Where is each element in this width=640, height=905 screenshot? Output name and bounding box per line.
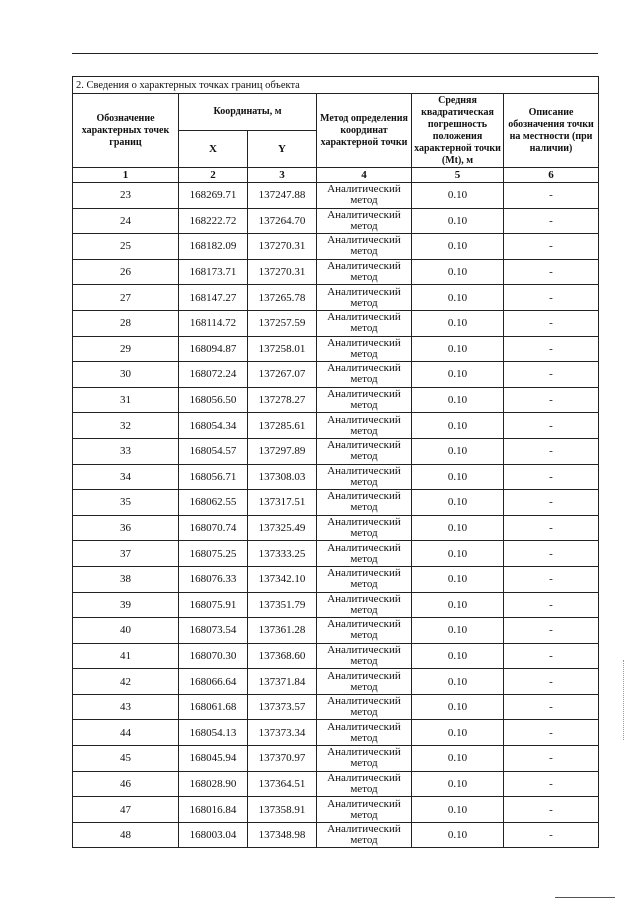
- description-cell: -: [504, 771, 599, 797]
- method-line: метод: [350, 424, 378, 437]
- description-cell: -: [504, 643, 599, 669]
- description-cell: -: [504, 387, 599, 413]
- method-line: Аналитический: [327, 311, 401, 324]
- method-line: Аналитический: [327, 771, 401, 784]
- method-line: Аналитический: [327, 643, 401, 656]
- point-cell: 44: [73, 720, 179, 746]
- x-coordinate-cell: 168056.50: [179, 387, 248, 413]
- method-line: метод: [350, 782, 378, 795]
- method-line: метод: [350, 706, 378, 719]
- point-cell: 28: [73, 310, 179, 336]
- point-cell: 23: [73, 183, 179, 209]
- table-row: [73, 387, 599, 413]
- y-coordinate-cell: 137364.51: [248, 771, 317, 797]
- y-coordinate-cell: 137297.89: [248, 438, 317, 464]
- table-row: [73, 720, 599, 746]
- method-line: Аналитический: [327, 234, 401, 247]
- x-coordinate-cell: 168173.71: [179, 259, 248, 285]
- method-cell: [317, 259, 412, 285]
- error-cell: 0.10: [412, 694, 504, 720]
- point-cell: 36: [73, 515, 179, 541]
- method-line: метод: [350, 731, 378, 744]
- table-row: [73, 413, 599, 439]
- table-row: [73, 515, 599, 541]
- method-line: Аналитический: [327, 413, 401, 426]
- table-row: [73, 746, 599, 772]
- table-row: [73, 310, 599, 336]
- method-line: Аналитический: [327, 746, 401, 759]
- scan-margin-mark: [623, 660, 626, 740]
- method-cell: [317, 618, 412, 644]
- x-coordinate-cell: 168073.54: [179, 618, 248, 644]
- point-cell: 41: [73, 643, 179, 669]
- method-line: метод: [350, 271, 378, 284]
- method-line: Аналитический: [327, 592, 401, 605]
- description-cell: -: [504, 234, 599, 260]
- method-line: Аналитический: [327, 823, 401, 836]
- x-coordinate-cell: 168054.13: [179, 720, 248, 746]
- error-cell: 0.10: [412, 490, 504, 516]
- y-coordinate-cell: 137265.78: [248, 285, 317, 311]
- error-cell: 0.10: [412, 336, 504, 362]
- x-coordinate-cell: 168075.91: [179, 592, 248, 618]
- description-cell: -: [504, 822, 599, 848]
- method-line: Аналитический: [327, 720, 401, 733]
- method-line: Аналитический: [327, 260, 401, 273]
- error-cell: 0.10: [412, 234, 504, 260]
- table-row: [73, 490, 599, 516]
- point-cell: 27: [73, 285, 179, 311]
- description-cell: -: [504, 669, 599, 695]
- description-cell: -: [504, 464, 599, 490]
- method-line: Аналитический: [327, 541, 401, 554]
- x-coordinate-cell: 168061.68: [179, 694, 248, 720]
- method-line: метод: [350, 219, 378, 232]
- method-line: Аналитический: [327, 362, 401, 375]
- description-cell: -: [504, 720, 599, 746]
- y-coordinate-cell: 137247.88: [248, 183, 317, 209]
- x-coordinate-cell: 168147.27: [179, 285, 248, 311]
- method-line: Аналитический: [327, 336, 401, 349]
- description-cell: -: [504, 515, 599, 541]
- method-line: Аналитический: [327, 669, 401, 682]
- table-row: [73, 259, 599, 285]
- table-row: [73, 183, 599, 209]
- y-coordinate-cell: 137270.31: [248, 234, 317, 260]
- method-cell: [317, 438, 412, 464]
- x-coordinate-cell: 168182.09: [179, 234, 248, 260]
- description-cell: -: [504, 618, 599, 644]
- y-coordinate-cell: 137325.49: [248, 515, 317, 541]
- y-coordinate-cell: 137370.97: [248, 746, 317, 772]
- description-cell: -: [504, 259, 599, 285]
- x-coordinate-cell: 168028.90: [179, 771, 248, 797]
- x-coordinate-cell: 168222.72: [179, 208, 248, 234]
- x-coordinate-cell: 168076.33: [179, 566, 248, 592]
- point-cell: 24: [73, 208, 179, 234]
- column-number: 1: [73, 168, 179, 183]
- top-rule: [72, 53, 598, 54]
- method-line: Аналитический: [327, 388, 401, 401]
- point-cell: 45: [73, 746, 179, 772]
- point-cell: 25: [73, 234, 179, 260]
- description-cell: -: [504, 490, 599, 516]
- table-row: [73, 694, 599, 720]
- description-cell: -: [504, 285, 599, 311]
- error-cell: 0.10: [412, 515, 504, 541]
- point-cell: 32: [73, 413, 179, 439]
- y-coordinate-cell: 137373.34: [248, 720, 317, 746]
- description-cell: -: [504, 797, 599, 823]
- description-cell: -: [504, 310, 599, 336]
- error-cell: 0.10: [412, 822, 504, 848]
- point-cell: 48: [73, 822, 179, 848]
- method-cell: [317, 592, 412, 618]
- description-cell: -: [504, 694, 599, 720]
- method-line: Аналитический: [327, 464, 401, 477]
- section-title: 2. Сведения о характерных точках границ объекта: [73, 77, 599, 94]
- method-line: метод: [350, 578, 378, 591]
- method-cell: [317, 720, 412, 746]
- x-coordinate-cell: 168054.57: [179, 438, 248, 464]
- header-designation: Обозначение характерных точек границ: [73, 94, 179, 168]
- column-number: 6: [504, 168, 599, 183]
- x-coordinate-cell: 168062.55: [179, 490, 248, 516]
- table-row: [73, 618, 599, 644]
- method-cell: [317, 362, 412, 388]
- header-error: Средняя квадратическая погрешность положения характерной точки (Mt), м: [412, 94, 504, 168]
- point-cell: 40: [73, 618, 179, 644]
- x-coordinate-cell: 168070.74: [179, 515, 248, 541]
- method-cell: [317, 387, 412, 413]
- method-line: Аналитический: [327, 490, 401, 503]
- x-coordinate-cell: 168094.87: [179, 336, 248, 362]
- y-coordinate-cell: 137278.27: [248, 387, 317, 413]
- x-coordinate-cell: 168114.72: [179, 310, 248, 336]
- method-cell: [317, 669, 412, 695]
- y-coordinate-cell: 137361.28: [248, 618, 317, 644]
- description-cell: -: [504, 566, 599, 592]
- method-cell: [317, 285, 412, 311]
- boundary-points-table: [72, 76, 599, 848]
- method-line: Аналитический: [327, 618, 401, 631]
- table-row: [73, 643, 599, 669]
- description-cell: -: [504, 336, 599, 362]
- error-cell: 0.10: [412, 285, 504, 311]
- point-cell: 26: [73, 259, 179, 285]
- point-cell: 30: [73, 362, 179, 388]
- table-row: [73, 822, 599, 848]
- error-cell: 0.10: [412, 438, 504, 464]
- method-cell: [317, 822, 412, 848]
- x-coordinate-cell: 168003.04: [179, 822, 248, 848]
- description-cell: -: [504, 541, 599, 567]
- table-row: [73, 669, 599, 695]
- method-line: метод: [350, 808, 378, 821]
- method-cell: [317, 310, 412, 336]
- point-cell: 43: [73, 694, 179, 720]
- method-line: метод: [350, 680, 378, 693]
- x-coordinate-cell: 168016.84: [179, 797, 248, 823]
- header-x: X: [179, 131, 248, 168]
- error-cell: 0.10: [412, 183, 504, 209]
- description-cell: -: [504, 592, 599, 618]
- error-cell: 0.10: [412, 208, 504, 234]
- y-coordinate-cell: 137348.98: [248, 822, 317, 848]
- y-coordinate-cell: 137368.60: [248, 643, 317, 669]
- method-line: метод: [350, 527, 378, 540]
- method-cell: [317, 797, 412, 823]
- x-coordinate-cell: 168056.71: [179, 464, 248, 490]
- x-coordinate-cell: 168066.64: [179, 669, 248, 695]
- x-coordinate-cell: 168045.94: [179, 746, 248, 772]
- method-line: метод: [350, 194, 378, 207]
- point-cell: 35: [73, 490, 179, 516]
- table-row: [73, 592, 599, 618]
- method-line: метод: [350, 603, 378, 616]
- description-cell: -: [504, 413, 599, 439]
- point-cell: 29: [73, 336, 179, 362]
- method-cell: [317, 643, 412, 669]
- table-row: [73, 464, 599, 490]
- method-cell: [317, 566, 412, 592]
- column-number: 3: [248, 168, 317, 183]
- error-cell: 0.10: [412, 720, 504, 746]
- y-coordinate-cell: 137342.10: [248, 566, 317, 592]
- table-row: [73, 234, 599, 260]
- error-cell: 0.10: [412, 362, 504, 388]
- method-line: Аналитический: [327, 208, 401, 221]
- y-coordinate-cell: 137258.01: [248, 336, 317, 362]
- x-coordinate-cell: 168269.71: [179, 183, 248, 209]
- table-row: [73, 208, 599, 234]
- method-cell: [317, 694, 412, 720]
- y-coordinate-cell: 137358.91: [248, 797, 317, 823]
- method-line: метод: [350, 834, 378, 847]
- point-cell: 34: [73, 464, 179, 490]
- table-row: [73, 285, 599, 311]
- error-cell: 0.10: [412, 310, 504, 336]
- point-cell: 38: [73, 566, 179, 592]
- column-number: 2: [179, 168, 248, 183]
- method-line: Аналитический: [327, 567, 401, 580]
- description-cell: -: [504, 183, 599, 209]
- y-coordinate-cell: 137285.61: [248, 413, 317, 439]
- table-row: [73, 541, 599, 567]
- method-line: метод: [350, 373, 378, 386]
- method-cell: [317, 208, 412, 234]
- method-line: метод: [350, 347, 378, 360]
- method-line: метод: [350, 475, 378, 488]
- header-description: Описание обозначения точки на местности (при наличии): [504, 94, 599, 168]
- y-coordinate-cell: 137270.31: [248, 259, 317, 285]
- table-row: [73, 336, 599, 362]
- point-cell: 37: [73, 541, 179, 567]
- table-row: [73, 438, 599, 464]
- method-cell: [317, 771, 412, 797]
- error-cell: 0.10: [412, 669, 504, 695]
- description-cell: -: [504, 438, 599, 464]
- table-row: [73, 771, 599, 797]
- method-cell: [317, 413, 412, 439]
- x-coordinate-cell: 168072.24: [179, 362, 248, 388]
- error-cell: 0.10: [412, 592, 504, 618]
- method-line: метод: [350, 654, 378, 667]
- y-coordinate-cell: 137371.84: [248, 669, 317, 695]
- error-cell: 0.10: [412, 643, 504, 669]
- method-line: Аналитический: [327, 439, 401, 452]
- method-line: метод: [350, 245, 378, 258]
- method-line: Аналитический: [327, 285, 401, 298]
- x-coordinate-cell: 168070.30: [179, 643, 248, 669]
- method-line: метод: [350, 629, 378, 642]
- method-cell: [317, 541, 412, 567]
- y-coordinate-cell: 137351.79: [248, 592, 317, 618]
- error-cell: 0.10: [412, 797, 504, 823]
- table-row: [73, 797, 599, 823]
- method-cell: [317, 515, 412, 541]
- method-cell: [317, 746, 412, 772]
- point-cell: 47: [73, 797, 179, 823]
- description-cell: -: [504, 746, 599, 772]
- header-y: Y: [248, 131, 317, 168]
- error-cell: 0.10: [412, 618, 504, 644]
- method-cell: [317, 183, 412, 209]
- x-coordinate-cell: 168054.34: [179, 413, 248, 439]
- y-coordinate-cell: 137373.57: [248, 694, 317, 720]
- error-cell: 0.10: [412, 541, 504, 567]
- column-number: 4: [317, 168, 412, 183]
- y-coordinate-cell: 137257.59: [248, 310, 317, 336]
- point-cell: 42: [73, 669, 179, 695]
- header-coordinates: Координаты, м: [179, 94, 317, 131]
- scan-bottom-mark: [555, 897, 615, 898]
- method-line: метод: [350, 501, 378, 514]
- method-line: метод: [350, 552, 378, 565]
- y-coordinate-cell: 137264.70: [248, 208, 317, 234]
- y-coordinate-cell: 137317.51: [248, 490, 317, 516]
- method-cell: [317, 336, 412, 362]
- point-cell: 46: [73, 771, 179, 797]
- error-cell: 0.10: [412, 259, 504, 285]
- method-line: метод: [350, 450, 378, 463]
- method-line: Аналитический: [327, 797, 401, 810]
- point-cell: 31: [73, 387, 179, 413]
- method-cell: [317, 464, 412, 490]
- point-cell: 33: [73, 438, 179, 464]
- y-coordinate-cell: 137333.25: [248, 541, 317, 567]
- error-cell: 0.10: [412, 464, 504, 490]
- header-method: Метод определения координат характерной точки: [317, 94, 412, 168]
- method-line: Аналитический: [327, 183, 401, 196]
- description-cell: -: [504, 362, 599, 388]
- y-coordinate-cell: 137267.07: [248, 362, 317, 388]
- point-cell: 39: [73, 592, 179, 618]
- method-cell: [317, 490, 412, 516]
- method-cell: [317, 234, 412, 260]
- method-line: метод: [350, 296, 378, 309]
- method-line: Аналитический: [327, 695, 401, 708]
- error-cell: 0.10: [412, 566, 504, 592]
- y-coordinate-cell: 137308.03: [248, 464, 317, 490]
- description-cell: -: [504, 208, 599, 234]
- method-line: метод: [350, 757, 378, 770]
- column-number: 5: [412, 168, 504, 183]
- error-cell: 0.10: [412, 387, 504, 413]
- error-cell: 0.10: [412, 746, 504, 772]
- method-line: Аналитический: [327, 516, 401, 529]
- table-row: [73, 566, 599, 592]
- x-coordinate-cell: 168075.25: [179, 541, 248, 567]
- error-cell: 0.10: [412, 771, 504, 797]
- method-line: метод: [350, 399, 378, 412]
- method-line: метод: [350, 322, 378, 335]
- table-row: [73, 362, 599, 388]
- error-cell: 0.10: [412, 413, 504, 439]
